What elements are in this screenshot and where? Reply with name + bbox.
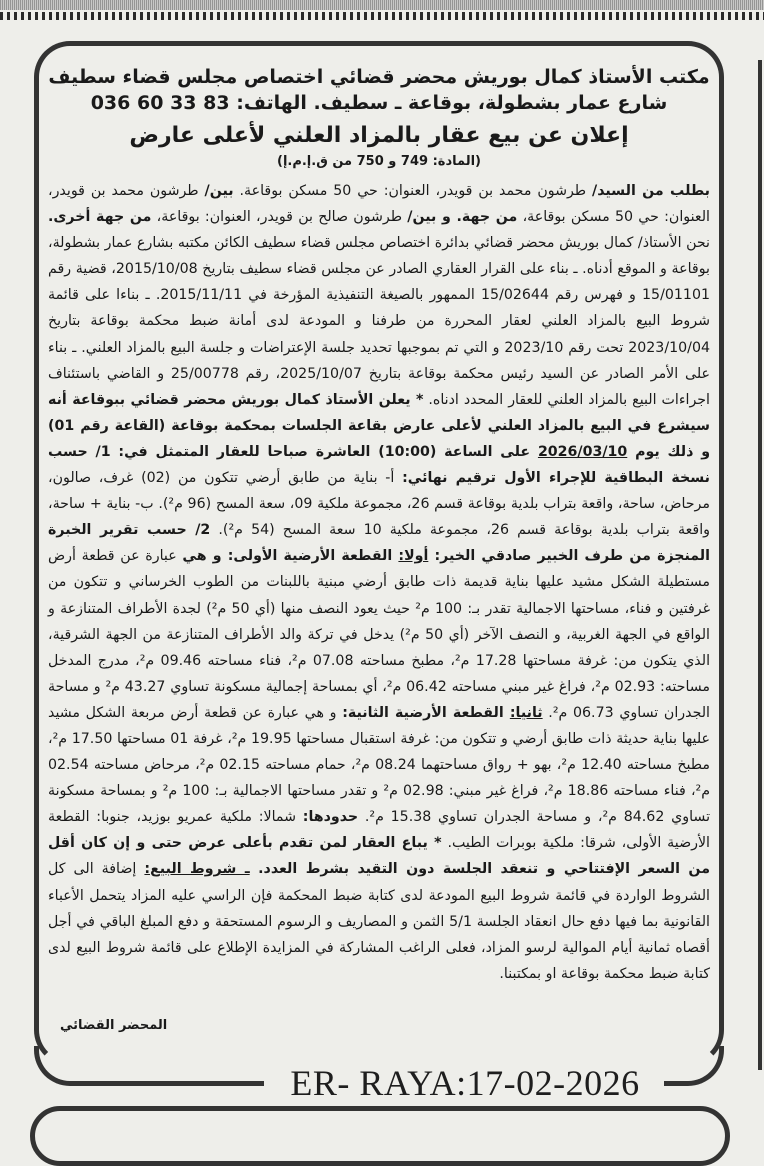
body-bold: من جهة أخرى. [48,209,152,226]
publication-stamp: ER- RAYA:17-02-2026 [270,1062,660,1104]
body-text: شمالا: ملكية عمريو بوزيد، جنوبا: القطعة الأرضية الأولى، شرقا: ملكية بوبرات الطيب. [48,809,710,852]
sale-conditions-heading: ـ شروط البيع: [144,861,250,878]
body-bold: من جهة. و بين/ [407,209,518,226]
body-text: نحن الأستاذ/ كمال بوريش محضر قضائي بدائرة اختصاص مجلس قضاء سطيف الكائن مكتبه بشارع عمار بشطولة، بوقاعة و الموقع أدناه. ـ بناء على القرار العقاري الصادر عن مجلس قضاء سطيف بتاريخ 2015/10/08، قضية رقم 15/01101 و فهرس رقم 15/02644 الممهور بالصيغة التنفيذية المؤرخة في 2015/11/11. ـ بناءا على قائمة شروط البيع بالمزاد العلني لعقار المحررة من طرفنا و المودعة لدى أمانة ضبط محكمة بوقاعة بتاريخ 2023/10/04 تحت رقم 2023/10 و التي تم بموجبها تحديد جلسة الإعتراضات و جلسة البيع بالمزاد العلني. ـ بناء على الأمر الصادر عن السيد رئيس محكمة بوقاعة بتاريخ 2025/10/07، رقم 25/00778 و القاضي باستئناف اجراءات البيع بالمزاد العلني للعقار المحدد ادناه. [48,235,710,408]
body-text: طرشون محمد بن قويدر، العنوان: حي 50 مسكن بوقاعة. [233,183,593,199]
body-text: طرشون صالح بن قويدر، العنوان: بوقاعة، [151,209,408,226]
announcement-body [48,178,710,987]
expert-report-heading: 2/ حسب تقرير الخبرة المنجزة من طرف الخبير صادقي الخير: [48,522,710,565]
body-bold: بطلب من السيد/ [592,183,711,199]
office-address-phone: شارع عمار بشطولة، بوقاعة ـ سطيف. الهاتف: 83 33 60 036 [90,92,668,114]
adjacent-ad-frame [758,60,764,1070]
sale-date: 2026/03/10 [537,443,628,460]
newsprint-top-strip [0,0,764,10]
sale-rule: * يباع العقار لمن تقدم بأعلى عرض حتى و إن كان أقل من السعر الإفتتاحي و تنعقد الجلسة دون التقيد بشرط العدد. [48,835,710,878]
body-text: إضافة الى كل الشروط الواردة في قائمة شروط البيع المودعة لدى كتابة ضبط المحكمة فإن الراسي عليه المزاد يتحمل الأعباء القانونية بما فيها دفع حال انعقاد الجلسة 5/1 الثمن و المصاريف و الرسوم المستحقة و دفع المبلغ الباقي في أجل أقصاه ثمانية أيام الموالية لرسو المزاد، فعلى الراغب المشاركة في المزايدة الإطلاع على قائمة شروط البيع لدى كتابة ضبط محكمة بوقاعة او بمكتبنا. [48,861,710,982]
sale-announcement: * يعلن الأستاذ كمال بوريش محضر قضائي ببوقاعة أنه سيشرع في البيع بالمزاد العلني لأعلى عارض بقاعة الجلسات بمحكمة بوقاعة (القاعة رقم 01) و ذلك يوم [48,391,711,460]
first-plot-heading: القطعة الأرضية الأولى: و هي [182,548,399,565]
announcement-frame-bottom-left [34,1046,264,1086]
first-heading: أولا: [398,548,429,565]
body-text: طرشون محمد بن قويدر، العنوان: حي 50 مسكن بوقاعة، [48,183,711,226]
next-announcement-frame [30,1106,730,1166]
boundaries-heading: حدودها: [302,809,359,826]
bailiff-signature: المحضر القضائي [60,1018,168,1033]
body-text: أ- بناية من طابق أرضي تتكون من (02) غرف، صالون، مرحاض، ساحة، واقعة بتراب بلدية بوقاعة قسم 26، مجموعة ملكية 09، سعة المسح (96 م²). ب- بناية + ساحة، واقعة بتراب بلدية بوقاعة قسم 26، مجموعة ملكية 10 سعة المسح (54 م²). [48,470,710,539]
body-text: عبارة عن قطعة أرض مستطيلة الشكل مشيد عليها بناية قديمة ذات طابق أرضي مبنية باللبنات من الطوب الخرساني و تتكون من غرفتين و فناء، مساحتها الاجمالية تقدر بـ: 100 م² حيث يعود النصف منها (أي 50 م²) لجدة الأطراف المتنازعة و الواقع في الجهة الغربية، و النصف الآخر (أي 50 م²) يدخل في تركة والد الأطراف المتنازعة من الجهة الشرقية، الذي يتكون من: غرفة مساحتها 17.28 م²، مطبخ مساحته 07.08 م²، فناء مساحته 09.46 م²، مدرج المدخل مساحته: 02.93 م²، فراغ غير مبني مساحته 06.42 م²، أي بمساحة إجمالية مسكونة تساوي 43.27 م² و مساحة الجدران تساوي 06.73 م². [48,548,711,721]
body-text: و هي عبارة عن قطعة أرض مربعة الشكل مشيد عليها بناية حديثة ذات طابق أرضي و تتكون من: غرفة استقبال مساحتها 19.95 م²، غرفة 01 مساحتها 17.50 م²، مطبخ مساحته 12.40 م²، بهو + رواق مساحتهما 08.24 م²، حمام مساحته 02.15 م²، مرحاض مساحته 02.54 م²، فناء مساحته 18.86 م²، فراغ غير مبني: 02.98 م² و تقدر مساحتها الاجمالية بـ: 100 م² و بمساحة مسكونة تساوي 84.62 م²، و مساحة الجدران تساوي 15.38 م². [48,704,711,826]
announcement-title: إعلان عن بيع عقار بالمزاد العلني لأعلى عارض [129,123,629,148]
second-plot-heading: القطعة الأرضية الثانية: [342,704,510,721]
sale-time-property: على الساعة (10:00) العاشرة صباحا للعقار المتمثل في: 1/ حسب نسخة البطاقية للإجراء الأول ترقيم نهائي: [48,443,710,487]
office-name: مكتب الأستاذ كمال بوريش محضر قضائي اختصاص مجلس قضاء سطيف [48,66,710,88]
dotted-divider [0,12,764,20]
announcement-frame-bottom-right [664,1046,724,1086]
announcement-content [48,64,710,987]
second-heading: ثانيا: [509,704,543,721]
body-bold: بين/ [204,183,234,199]
legal-reference: (المادة: 749 و 750 من ق.إ.م.إ) [277,154,481,169]
